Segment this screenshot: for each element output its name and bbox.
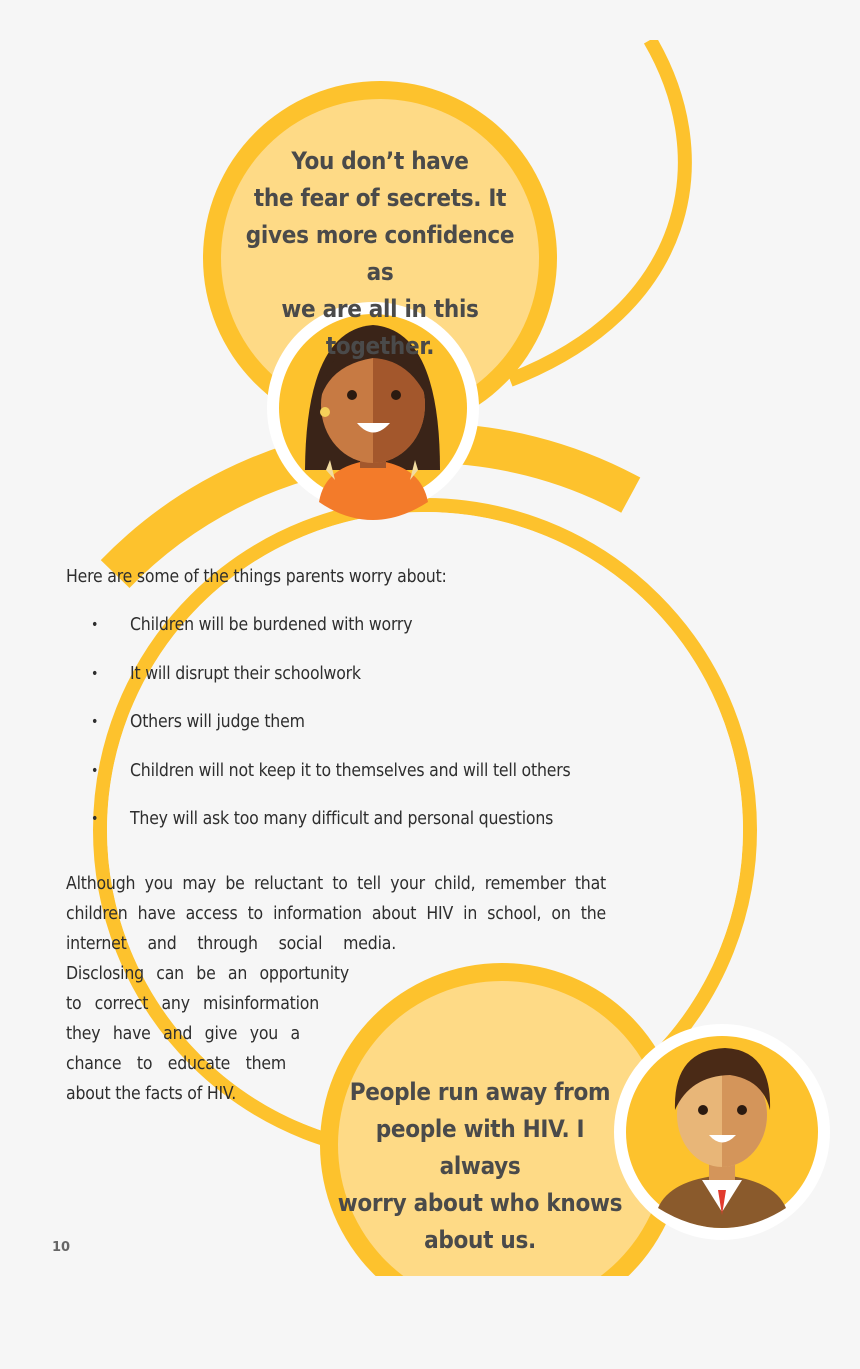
- list-item-text: Children will not keep it to themselves and will tell others: [130, 760, 571, 781]
- list-item-text: Children will be burdened with worry: [130, 615, 413, 635]
- list-item: • Children will be burdened with worry: [91, 615, 413, 635]
- paragraph-line: internet and through social media.: [66, 934, 396, 954]
- list-item: • It will disrupt their schoolwork: [91, 663, 361, 684]
- paragraph-line: children have access to information about HIV in school, on the: [66, 904, 606, 924]
- paragraph-line: they have and give you a: [66, 1024, 300, 1044]
- list-item: • They will ask too many difficult and personal questions: [91, 809, 554, 829]
- paragraph-line: about the facts of HIV.: [66, 1084, 237, 1104]
- quote-bottom: [335, 1074, 625, 1259]
- list-item: • Children will not keep it to themselves and will tell others: [91, 760, 571, 781]
- quote-line: You don’t have: [291, 147, 469, 175]
- quote-line: the fear of secrets. It: [253, 184, 507, 212]
- quote-line: gives more confidence as: [245, 221, 515, 286]
- quote-line: about us.: [424, 1226, 536, 1254]
- paragraph-line: chance to educate them: [66, 1054, 286, 1074]
- quote-line: people with HIV. I always: [375, 1115, 585, 1180]
- quote-line: we are all in this together.: [281, 295, 479, 360]
- paragraph-line: to correct any misinformation: [66, 994, 319, 1014]
- list-item: • Others will judge them: [91, 712, 305, 732]
- page: [30, 40, 860, 1276]
- intro-text: Here are some of the things parents worry about:: [66, 567, 447, 587]
- quote-line: People run away from: [349, 1078, 611, 1106]
- page-number: 10: [52, 1240, 71, 1255]
- list-item-text: They will ask too many difficult and personal questions: [130, 809, 554, 829]
- worry-list: [86, 615, 571, 858]
- paragraph-line: Although you may be reluctant to tell your child, remember that: [66, 874, 606, 894]
- quote-top: [230, 143, 530, 365]
- body-paragraph: [66, 869, 606, 1109]
- paragraph-line: Disclosing can be an opportunity: [66, 964, 349, 984]
- quote-line: worry about who knows: [337, 1189, 623, 1217]
- list-item-text: Others will judge them: [130, 712, 305, 732]
- list-item-text: It will disrupt their schoolwork: [130, 663, 361, 684]
